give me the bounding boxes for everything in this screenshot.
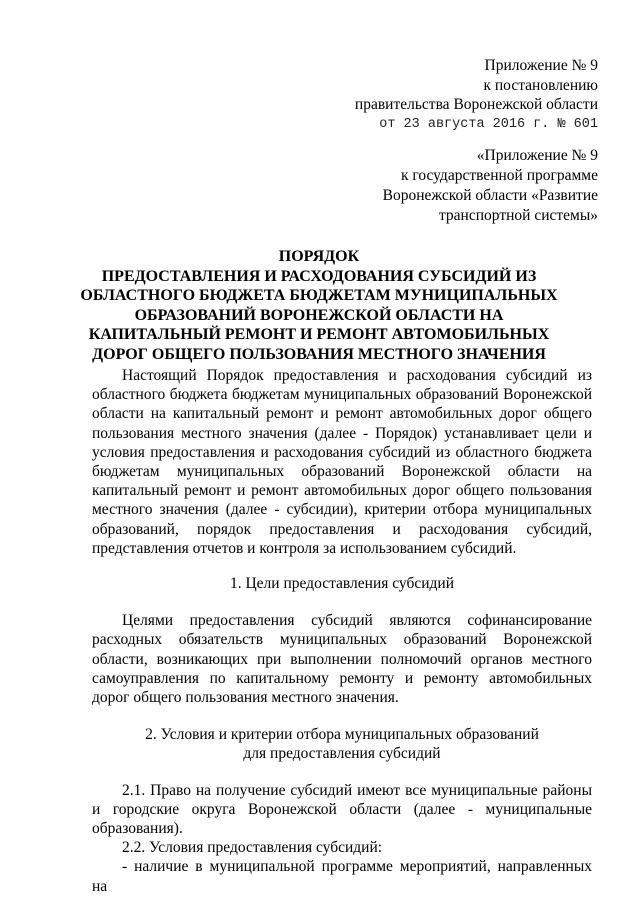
annex-line-program: к государственной программе <box>400 167 598 184</box>
intro-paragraph: Настоящий Порядок предоставления и расходования субсидий из областного бюджета бюджетам муниципальных образований Воронежской области на капитальный ремонт и ремонт автомобильных дорог общего пользования местного значения (далее - Порядок) устанавливает цели и условия предоставления и расходования субсидий из областного бюджета бюджетам муниципальных образований Воронежской области на капитальный ремонт и ремонт автомобильных дорог общего пользования местного значения (далее - субсидии), критерии отбора муниципальных образований, порядок предоставления и расходования субсидий, представления отчетов и контроля за использованием субсидий. <box>92 367 592 557</box>
stamp-line-resolution: к постановлению <box>483 76 598 94</box>
clause-2-2: 2.2. Условия предоставления субсидий: <box>122 839 383 857</box>
annex-line-region: Воронежской области «Развитие <box>382 187 598 204</box>
approval-stamp <box>278 56 598 134</box>
section-2-heading-line-1: 2. Условия и критерии отбора муниципальных образований <box>145 726 539 744</box>
stamp-line-government: правительства Воронежской области <box>354 96 598 114</box>
clause-2-1: 2.1. Право на получение субсидий имеют все муниципальные районы и городские округа Воронежской области (далее - муниципальные образования). <box>92 781 592 838</box>
annex-line-system: транспортной системы» <box>438 207 598 224</box>
title-heading: ПОРЯДОК <box>278 248 360 265</box>
stamp-line-appendix: Приложение № 9 <box>484 57 598 74</box>
section-2-heading-line-2: для предоставления субсидий <box>243 745 441 763</box>
section-1-heading: 1. Цели предоставления субсидий <box>229 575 455 593</box>
annex-line-appendix: «Приложение № 9 <box>476 147 598 164</box>
document-title <box>70 247 568 364</box>
clause-2-2-item: - наличие в муниципальной программе мероприятий, направленных на <box>92 858 592 895</box>
section-1-paragraph: Целями предоставления субсидий являются софинансирование расходных обязательств муниципальных образований Воронежской области, возникающих при выполнении полномочий органов местного самоуправления по капитальному ремонту и ремонту автомобильных дорог общего пользования местного значения. <box>92 612 592 707</box>
title-subtitle: ПРЕДОСТАВЛЕНИЯ И РАСХОДОВАНИЯ СУБСИДИЙ ИЗ ОБЛАСТНОГО БЮДЖЕТА БЮДЖЕТАМ МУНИЦИПАЛЬНЫХ ОБРАЗОВАНИЙ ВОРОНЕЖСКОЙ ОБЛАСТИ НА КАПИТАЛЬНЫЙ РЕМОНТ И РЕМОНТ АВТОМОБИЛЬНЫХ ДОРОГ ОБЩЕГО ПОЛЬЗОВАНИЯ МЕСТНОГО ЗНАЧЕНИЯ <box>80 267 558 363</box>
document-body <box>92 366 592 896</box>
annex-reference <box>278 146 598 226</box>
stamp-line-date-number: от 23 августа 2016 г. № 601 <box>379 116 598 132</box>
